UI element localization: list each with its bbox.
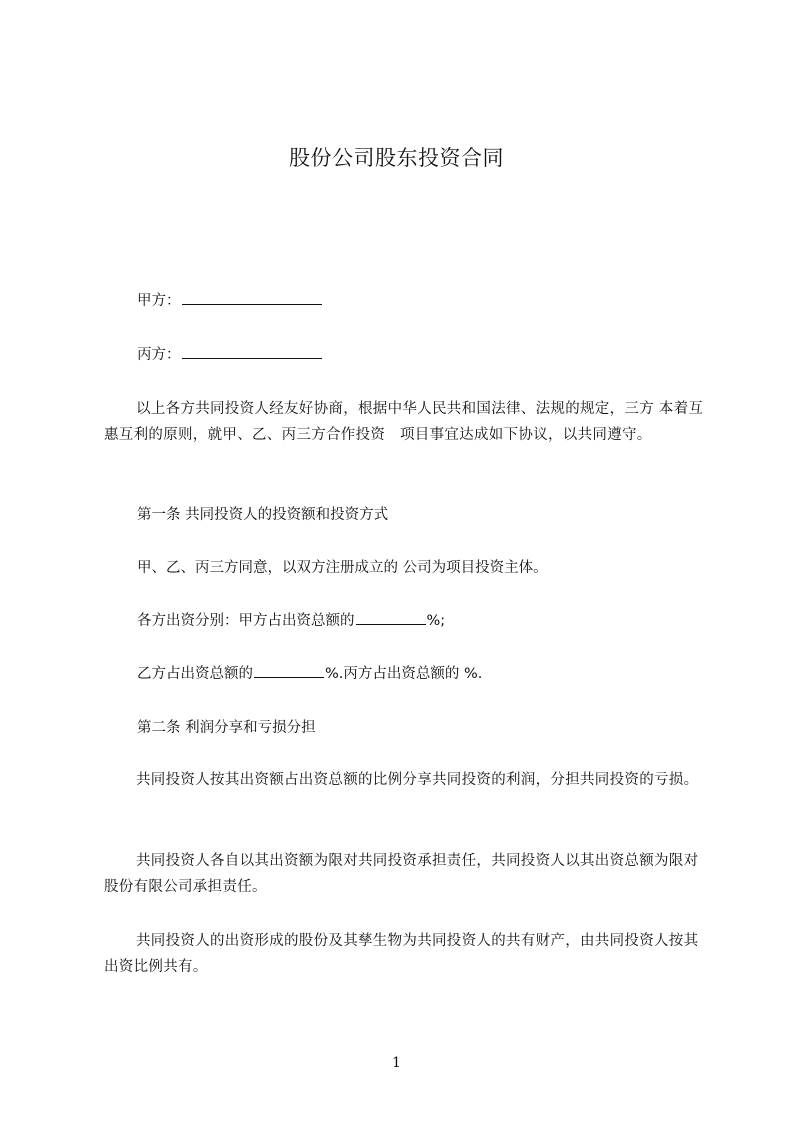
party-c-label: 丙方： bbox=[137, 347, 181, 363]
article2-profit-paragraph: 共同投资人按其出资额占出资总额的比例分享共同投资的利润，分担共同投资的亏损。 bbox=[136, 772, 699, 788]
article2-heading: 第二条 利润分享和亏损分担 bbox=[137, 720, 316, 736]
party-a-share-blank bbox=[356, 609, 426, 625]
party-a-label: 甲方： bbox=[137, 293, 181, 309]
page-number: 1 bbox=[392, 1055, 401, 1071]
party-a-line bbox=[137, 288, 323, 314]
party-b-share-blank bbox=[254, 662, 324, 678]
preamble-paragraph: 以上各方共同投资人经友好协商，根据中华人民共和国法律、法规的规定，三方 本着互惠互利的原则，就甲、乙、丙三方合作投资 项目事宜达成如下协议，以共同遵守。 bbox=[104, 401, 704, 443]
party-b-share-suffix: %.丙方占出资总额的 %. bbox=[325, 666, 483, 682]
article1-heading: 第一条 共同投资人的投资额和投资方式 bbox=[137, 507, 389, 523]
party-c-blank bbox=[182, 343, 322, 359]
article2-liability-paragraph: 共同投资人各自以其出资额为限对共同投资承担责任，共同投资人以其出资总额为限对股份有限公司承担责任。 bbox=[104, 853, 699, 895]
article1-contribution-line-2 bbox=[137, 661, 482, 687]
party-a-blank bbox=[182, 289, 322, 305]
party-a-share-suffix: %; bbox=[426, 613, 446, 629]
document-title: 股份公司股东投资合同 bbox=[289, 146, 504, 170]
party-b-share-prefix: 乙方占出资总额的 bbox=[137, 666, 253, 682]
party-c-line bbox=[137, 342, 323, 368]
article1-investment-entity: 甲、乙、丙三方同意，以双方注册成立的 公司为项目投资主体。 bbox=[137, 560, 548, 576]
article1-contribution-line bbox=[137, 608, 445, 634]
party-a-share-prefix: 各方出资分别：甲方占出资总额的 bbox=[137, 613, 355, 629]
article2-property-paragraph: 共同投资人的出资形成的股份及其孳生物为共同投资人的共有财产，由共同投资人按其出资比例共有。 bbox=[104, 933, 699, 975]
